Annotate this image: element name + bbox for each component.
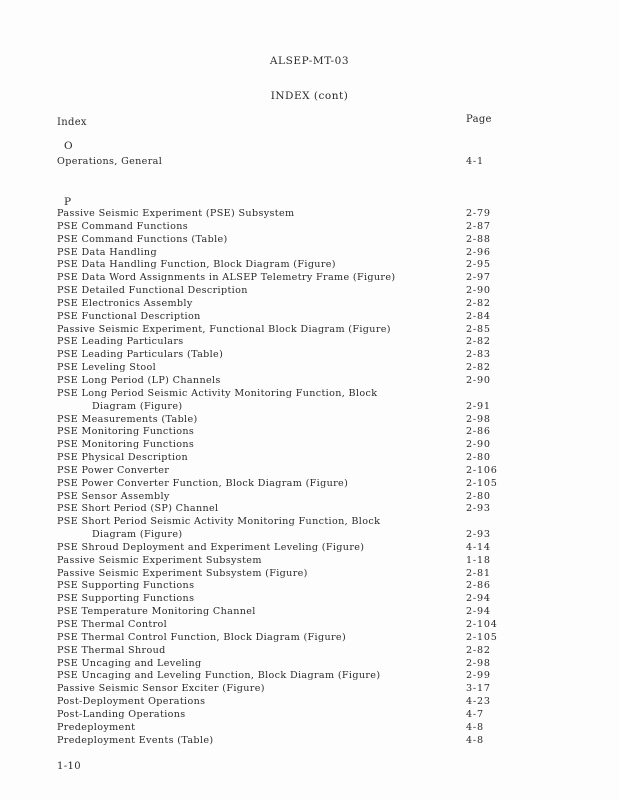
index-entry-page: 1-18 bbox=[466, 554, 491, 566]
index-entry bbox=[57, 208, 527, 221]
index-entry-label: PSE Data Word Assignments in ALSEP Telemetry Frame (Figure) bbox=[57, 272, 396, 284]
index-entry bbox=[57, 285, 527, 298]
index-entry-page: 2-105 bbox=[466, 631, 498, 643]
index-entry bbox=[57, 349, 527, 362]
index-entry-page: 2-106 bbox=[466, 464, 498, 476]
index-entry bbox=[57, 221, 527, 234]
index-entry-label: Passive Seismic Experiment (PSE) Subsystem bbox=[57, 208, 295, 219]
index-entry-label: Operations, General bbox=[57, 156, 163, 167]
index-entry-label: PSE Leading Particulars (Table) bbox=[57, 349, 224, 361]
index-entry bbox=[57, 439, 527, 452]
index-entry-page: 2-80 bbox=[466, 452, 491, 464]
index-entry bbox=[57, 388, 527, 401]
index-entry bbox=[57, 542, 527, 555]
index-entry-page: 2-86 bbox=[466, 426, 491, 438]
index-entry-page: 2-93 bbox=[466, 503, 491, 515]
index-entry-page: 2-96 bbox=[466, 246, 491, 258]
index-entry-label: Diagram (Figure) bbox=[92, 400, 183, 412]
index-entry-page: 4-14 bbox=[466, 541, 491, 553]
index-entry-page: 4-1 bbox=[466, 156, 484, 167]
index-entry-page: 2-80 bbox=[466, 490, 491, 502]
index-entry-label: PSE Uncaging and Leveling Function, Block Diagram (Figure) bbox=[57, 670, 381, 682]
index-entry-page: 2-90 bbox=[466, 439, 491, 451]
index-entry-label: PSE Detailed Functional Description bbox=[57, 285, 248, 297]
index-entry-page: 4-8 bbox=[466, 721, 484, 733]
index-entry bbox=[57, 645, 527, 658]
index-entry-page: 4-7 bbox=[466, 708, 484, 720]
index-entry bbox=[57, 311, 527, 324]
index-entry bbox=[57, 555, 527, 568]
section-p-entries bbox=[57, 208, 527, 747]
index-entry-page: 2-85 bbox=[466, 323, 491, 335]
index-entry-page: 2-93 bbox=[466, 529, 491, 541]
index-entry-label: PSE Uncaging and Leveling bbox=[57, 657, 202, 669]
index-entry bbox=[57, 619, 527, 632]
index-entry bbox=[57, 516, 527, 529]
index-entry bbox=[57, 234, 527, 247]
index-entry-label: PSE Data Handling bbox=[57, 246, 157, 258]
index-entry-label: PSE Data Handling Function, Block Diagram (Figure) bbox=[57, 259, 336, 271]
index-entry bbox=[57, 336, 527, 349]
section-letter-o: O bbox=[64, 140, 73, 152]
index-entry-label: Post-Deployment Operations bbox=[57, 696, 206, 708]
index-entry-label: Passive Seismic Experiment, Functional Block Diagram (Figure) bbox=[57, 323, 391, 335]
index-entry bbox=[57, 503, 527, 516]
footer-page-number: 1-10 bbox=[57, 761, 82, 772]
index-entry-page: 2-98 bbox=[466, 657, 491, 669]
page-title: INDEX (cont) bbox=[270, 90, 349, 102]
index-entry bbox=[57, 670, 527, 683]
index-entry bbox=[57, 696, 527, 709]
index-entry bbox=[57, 568, 527, 581]
index-entry-label: PSE Measurements (Table) bbox=[57, 413, 198, 425]
index-entry-page: 2-81 bbox=[466, 567, 491, 579]
index-entry-label: PSE Electronics Assembly bbox=[57, 297, 193, 309]
index-entry bbox=[57, 465, 527, 478]
index-entry-label: Predeployment Events (Table) bbox=[57, 734, 214, 746]
index-entry bbox=[57, 683, 527, 696]
index-entry-page: 2-88 bbox=[466, 233, 491, 245]
index-entry-label: PSE Thermal Shroud bbox=[57, 644, 166, 656]
index-entry-page: 2-82 bbox=[466, 362, 491, 374]
index-entry bbox=[57, 426, 527, 439]
index-entry-label: PSE Thermal Control Function, Block Diagram (Figure) bbox=[57, 631, 347, 643]
section-letter-p: P bbox=[64, 196, 72, 208]
index-entry bbox=[57, 156, 527, 169]
section-o-entries bbox=[57, 156, 527, 169]
index-entry bbox=[57, 298, 527, 311]
page-column-header: Page bbox=[466, 114, 492, 125]
index-entry bbox=[57, 247, 527, 260]
index-entry-page: 2-79 bbox=[466, 208, 491, 219]
index-entry bbox=[57, 478, 527, 491]
index-entry-page: 4-23 bbox=[466, 696, 491, 708]
index-entry bbox=[57, 735, 527, 748]
index-entry bbox=[57, 658, 527, 671]
index-entry-label: PSE Thermal Control bbox=[57, 619, 168, 630]
document-id: ALSEP-MT-03 bbox=[269, 55, 350, 67]
index-entry-page: 2-94 bbox=[466, 593, 491, 605]
index-entry-page: 2-84 bbox=[466, 310, 491, 322]
index-entry bbox=[57, 452, 527, 465]
index-entry-label: PSE Leveling Stool bbox=[57, 362, 157, 374]
index-entry-page: 2-90 bbox=[466, 374, 491, 386]
index-entry-page: 2-83 bbox=[466, 349, 491, 361]
index-entry bbox=[57, 324, 527, 337]
index-entry-label: PSE Sensor Assembly bbox=[57, 490, 170, 502]
index-entry-label: Diagram (Figure) bbox=[92, 529, 183, 541]
index-entry-label: PSE Command Functions bbox=[57, 220, 189, 232]
index-entry bbox=[57, 606, 527, 619]
index-entry-label: PSE Short Period Seismic Activity Monitoring Function, Block bbox=[57, 516, 381, 528]
index-entry-label: PSE Power Converter bbox=[57, 464, 170, 476]
index-entry-label: PSE Short Period (SP) Channel bbox=[57, 503, 219, 515]
index-entry-label: PSE Shroud Deployment and Experiment Leveling (Figure) bbox=[57, 541, 365, 553]
index-entry-page: 2-82 bbox=[466, 336, 491, 348]
index-entry-label: PSE Long Period Seismic Activity Monitoring Function, Block bbox=[57, 387, 378, 399]
index-entry bbox=[57, 709, 527, 722]
index-entry-label: PSE Supporting Functions bbox=[57, 593, 195, 605]
index-entry bbox=[57, 401, 527, 414]
index-entry-page: 3-17 bbox=[466, 683, 491, 695]
index-entry-page: 2-90 bbox=[466, 285, 491, 297]
index-entry-page: 2-99 bbox=[466, 670, 491, 682]
index-entry-label: PSE Functional Description bbox=[57, 310, 201, 322]
index-entry-label: PSE Power Converter Function, Block Diagram (Figure) bbox=[57, 477, 349, 489]
index-entry-page: 2-105 bbox=[466, 477, 498, 489]
index-column-header: Index bbox=[57, 117, 87, 128]
index-entry-page: 2-97 bbox=[466, 272, 491, 284]
index-entry-label: Passive Seismic Experiment Subsystem (Figure) bbox=[57, 567, 308, 579]
index-entry-label: PSE Physical Description bbox=[57, 452, 189, 464]
index-entry-page: 2-95 bbox=[466, 259, 491, 271]
index-entry bbox=[57, 632, 527, 645]
index-entry bbox=[57, 593, 527, 606]
index-entry-label: PSE Long Period (LP) Channels bbox=[57, 374, 221, 386]
index-entry-page: 2-82 bbox=[466, 644, 491, 656]
index-entry bbox=[57, 362, 527, 375]
index-entry-label: PSE Monitoring Functions bbox=[57, 439, 195, 451]
index-entry bbox=[57, 722, 527, 735]
index-entry-label: Passive Seismic Experiment Subsystem bbox=[57, 554, 262, 566]
index-entry-page: 2-98 bbox=[466, 413, 491, 425]
index-entry bbox=[57, 259, 527, 272]
index-entry-label: PSE Leading Particulars bbox=[57, 336, 184, 348]
index-entry bbox=[57, 272, 527, 285]
index-entry-page: 2-87 bbox=[466, 220, 491, 232]
index-entry-label: Passive Seismic Sensor Exciter (Figure) bbox=[57, 683, 265, 695]
index-entry-label: PSE Supporting Functions bbox=[57, 580, 195, 592]
index-entry bbox=[57, 491, 527, 504]
index-entry-page: 2-86 bbox=[466, 580, 491, 592]
index-entry-label: PSE Command Functions (Table) bbox=[57, 233, 228, 245]
index-entry-page: 2-104 bbox=[466, 619, 498, 630]
index-entry-page: 2-94 bbox=[466, 606, 491, 618]
index-entry-label: PSE Monitoring Functions bbox=[57, 426, 195, 438]
index-entry-page: 2-91 bbox=[466, 400, 491, 412]
index-entry bbox=[57, 529, 527, 542]
index-entry-label: Predeployment bbox=[57, 721, 136, 733]
index-entry-label: PSE Temperature Monitoring Channel bbox=[57, 606, 256, 618]
index-entry-page: 2-82 bbox=[466, 297, 491, 309]
index-entry bbox=[57, 580, 527, 593]
index-entry-page: 4-8 bbox=[466, 734, 484, 746]
index-entry bbox=[57, 375, 527, 388]
index-entry bbox=[57, 414, 527, 427]
index-entry-label: Post-Landing Operations bbox=[57, 708, 186, 720]
